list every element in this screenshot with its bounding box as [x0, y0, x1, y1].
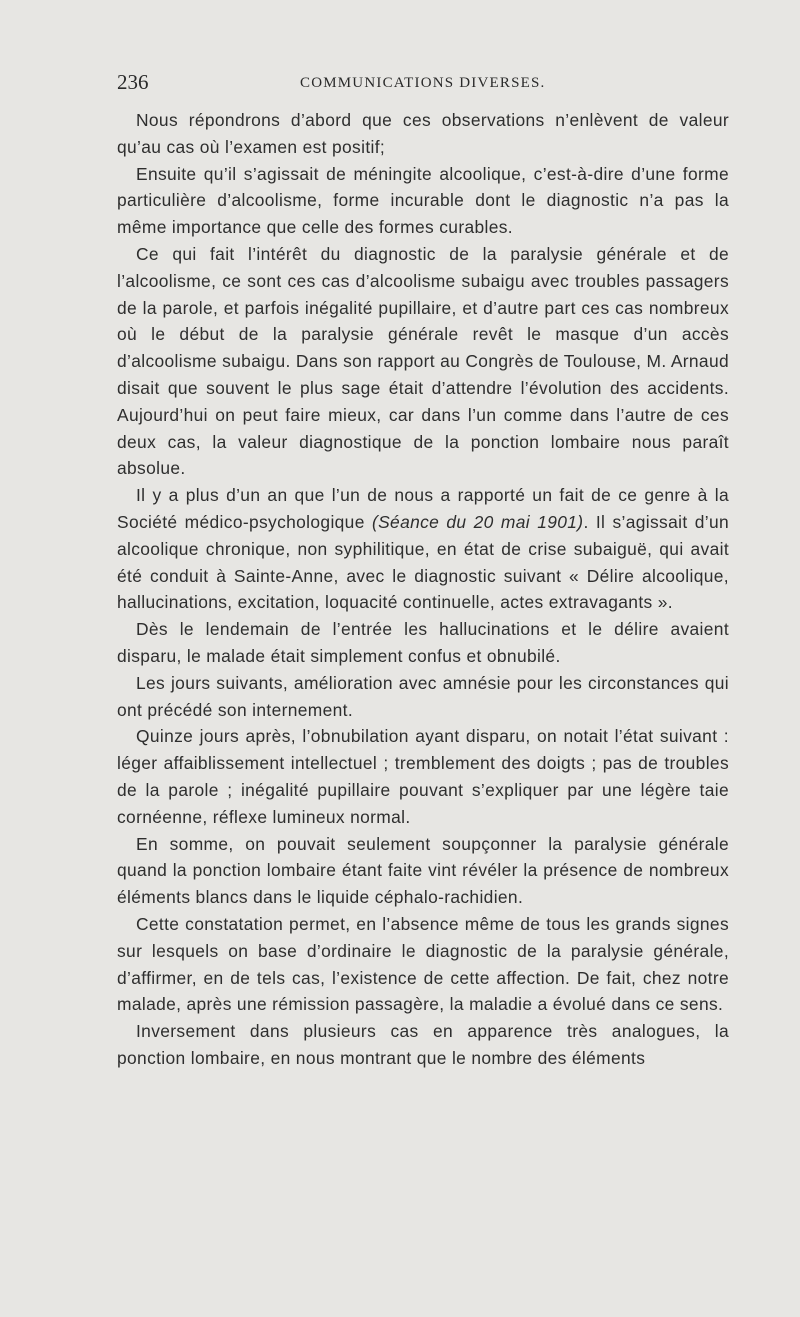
paragraph-text: . Il s’agissait d’un alcoolique chronique, non syphilitique, en état de crise subaiguë, qui avait été conduit à Sainte-Anne, avec le diagnostic suivant « Délire alcoolique, hallucinations, excitation, loquacité continuelle, actes extravagants ».: [117, 511, 729, 613]
paragraph: Ensuite qu’il s’agissait de méningite alcoolique, c’est-à-dire d’une forme particulière d’alcoolisme, forme incurable dont le diagnostic n’a pas la même importance que celle des formes curables.: [117, 163, 729, 238]
citation-italic: (Séance du 20 mai 1901): [371, 511, 584, 532]
body-text: [117, 107, 729, 1072]
section-title: COMMUNICATIONS DIVERSES.: [300, 75, 546, 91]
running-head: [117, 70, 729, 98]
paragraph: Dès le lendemain de l’entrée les hallucinations et le délire avaient disparu, le malade était simplement confus et obnubilé.: [117, 619, 729, 666]
paragraph: Ce qui fait l’intérêt du diagnostic de la paralysie générale et de l’alcoolisme, ce sont ces cas d’alcoolisme subaigu avec troubles passagers de la parole, et parfois inégalité pupillaire, et d’autre part ces cas nombreux où le début de la paralysie générale revêt le masque d’un accès d’alcoolisme subaigu. Dans son rapport au Congrès de Toulouse, M. Arnaud disait que souvent le plus sage était d’attendre l’évolution des accidents. Aujourd’hui on peut faire mieux, car dans l’un comme dans l’autre de ces deux cas, la valeur diagnostique de la ponction lombaire nous paraît absolue.: [117, 243, 729, 479]
paragraph: En somme, on pouvait seulement soupçonner la paralysie générale quand la ponction lombaire étant faite vint révéler la présence de nombreux éléments blancs dans le liquide céphalo-rachidien.: [117, 833, 729, 908]
paragraph: [117, 482, 729, 616]
paragraph-text: Il y a plus d’un an que l’un de nous a rapporté un fait de ce genre à la Société médico-psychologique: [117, 485, 729, 532]
paragraph: Cette constatation permet, en l’absence même de tous les grands signes sur lesquels on base d’ordinaire le diagnostic de la paralysie générale, d’affirmer, en de tels cas, l’existence de cette affection. De fait, chez notre malade, après une rémission passagère, la maladie a évolué dans ce sens.: [117, 913, 729, 1015]
paragraph: Les jours suivants, amélioration avec amnésie pour les circonstances qui ont précédé son internement.: [117, 672, 729, 720]
paragraph: Nous répondrons d’abord que ces observations n’enlèvent de valeur qu’au cas où l’examen est positif;: [117, 110, 729, 157]
paragraph: Quinze jours après, l’obnubilation ayant disparu, on notait l’état suivant : léger affaiblissement intellectuel ; tremblement des doigts ; pas de troubles de la parole ; inégalité pupillaire pouvant s’expliquer par une légère taie cornéenne, réflexe lumineux normal.: [117, 726, 729, 827]
page-number: 236: [117, 70, 149, 94]
paragraph: Inversement dans plusieurs cas en apparence très analogues, la ponction lombaire, en nous montrant que le nombre des éléments: [117, 1021, 729, 1068]
